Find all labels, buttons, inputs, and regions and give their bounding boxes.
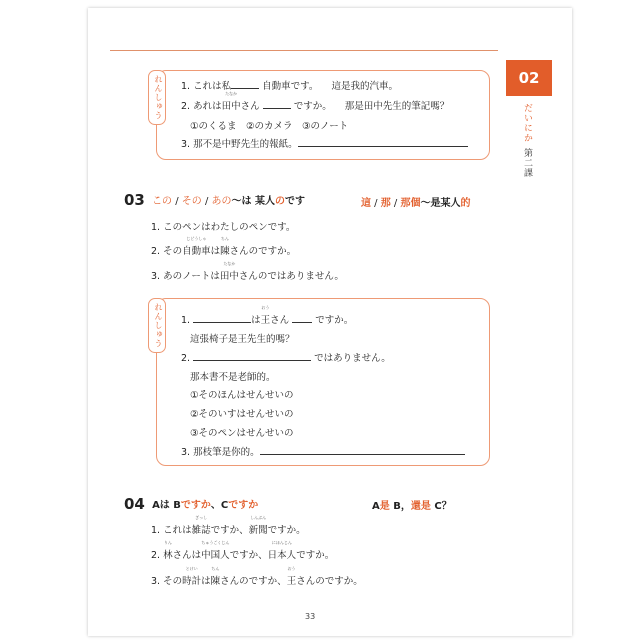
- practice2-q2-translation: 那本書不是老師的。: [190, 372, 276, 383]
- chapter-number-tab: 02: [506, 60, 552, 96]
- practice1-options: ①のくるま ②のカメラ ③のノート: [190, 121, 349, 132]
- section03-sentence-3: 3. あのノートは たなか 田中さんのではありません。: [151, 261, 344, 282]
- section-03-heading: 03 この / その / あの～は 某人のです: [124, 191, 306, 209]
- answer-blank[interactable]: [193, 314, 251, 323]
- section04-sentence-1: 1. これは ざっし 雑誌ですか、 しんぶん 新聞ですか。: [151, 515, 306, 536]
- section-04-heading: 04 Aは Bですか、Cですか: [124, 495, 259, 513]
- chapter-title-vertical: [521, 103, 534, 178]
- ruby-word: たなか 田中: [221, 91, 241, 112]
- practice1-q3: 3. 那不是中野先生的報紙。: [181, 136, 468, 150]
- section-03-translation: 這 / 那 / 那個～是某人的: [361, 198, 471, 209]
- answer-blank[interactable]: [292, 314, 312, 323]
- practice2-q2: 2. ではありません。: [181, 353, 391, 364]
- answer-blank[interactable]: [263, 100, 291, 109]
- practice2-option-2: ②そのいすはせんせいの: [190, 409, 294, 420]
- chapter-title: だいにか: [522, 103, 532, 143]
- page-number: 33: [305, 612, 316, 621]
- practice2-option-3: ③そのペンはせんせいの: [190, 428, 294, 439]
- practice-tag-1: れんしゅう: [148, 70, 166, 125]
- section04-sentence-3: 3. その とけい 時計は ちん 陳さんのですか、 おう 王さんのですか。: [151, 566, 363, 587]
- answer-blank[interactable]: [298, 138, 468, 147]
- practice2-q1: 1. は おう 王さん ですか。: [181, 305, 354, 326]
- practice-tag-2: れんしゅう: [148, 298, 166, 353]
- practice2-q3: 3. 那枝筆是你的。: [181, 444, 465, 458]
- section03-sentence-1: 1. このペンはわたしのペンです。: [151, 222, 296, 233]
- practice2-q1-translation: 這張椅子是王先生的嗎？: [190, 334, 295, 345]
- practice1-q1: 1. これは私 自動車です。 這是我的汽車。: [181, 81, 398, 92]
- answer-blank[interactable]: [260, 446, 465, 455]
- answer-blank[interactable]: [231, 80, 259, 89]
- practice2-option-1: ①そのほんはせんせいの: [190, 390, 294, 401]
- practice1-q2: 2. あれは たなか 田中さん ですか。 那是田中先生的筆記嗎？: [181, 91, 450, 112]
- section-04-translation: A是 B，還是 C？: [372, 501, 452, 512]
- answer-blank[interactable]: [193, 352, 311, 361]
- section04-sentence-2: 2. りん 林さんは ちゅうごくじん 中国人ですか、 にほんじん 日本人ですか。: [151, 540, 335, 561]
- section03-sentence-2: 2. その じどうしゃ 自動車は ちん 陳さんのですか。: [151, 236, 297, 257]
- chapter-lesson: 第二課: [522, 148, 532, 178]
- top-rule: [110, 50, 498, 51]
